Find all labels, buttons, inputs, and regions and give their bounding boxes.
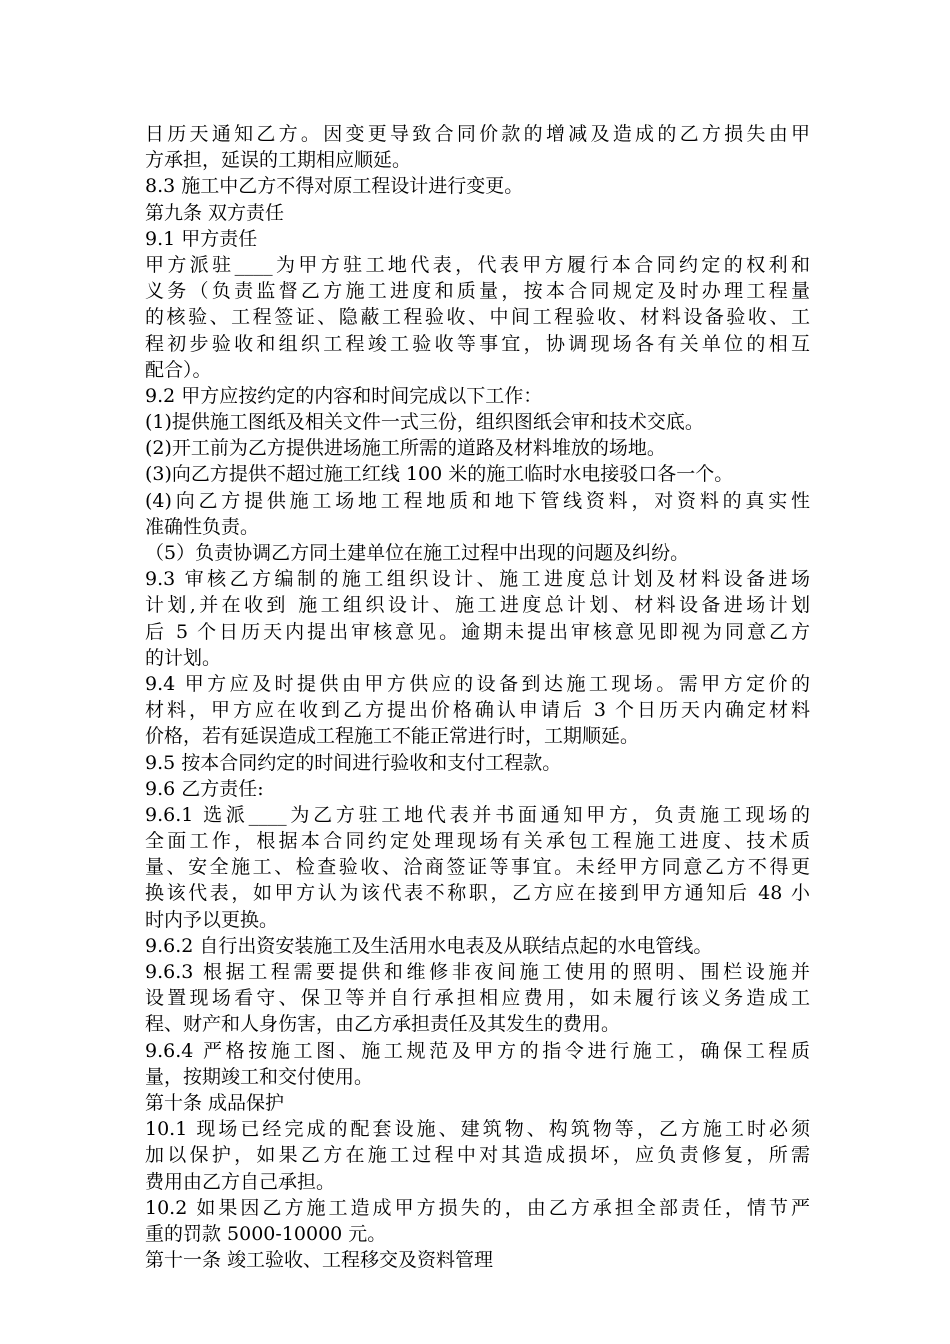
document-line: 程初步验收和组织工程竣工验收等事宜，协调现场各有关单位的相互 bbox=[145, 332, 810, 355]
document-line: 9.5 按本合同约定的时间进行验收和支付工程款。 bbox=[145, 751, 562, 774]
document-line: 重的罚款 5000-10000 元。 bbox=[145, 1222, 387, 1245]
document-line: 日历天通知乙方。因变更导致合同价款的增减及造成的乙方损失由甲 bbox=[145, 123, 810, 145]
document-line: 9.6.1 选派____为乙方驻工地代表并书面通知甲方，负责施工现场的 bbox=[145, 803, 810, 826]
document-line: （5）负责协调乙方同土建单位在施工过程中出现的问题及纠纷。 bbox=[145, 542, 690, 564]
document-line: 计划,并在收到 施工组织设计、施工进度总计划、材料设备进场计划 bbox=[145, 594, 810, 617]
document-line: 9.3 审核乙方编制的施工组织设计、施工进度总计划及材料设备进场 bbox=[145, 568, 810, 591]
document-line: 甲方派驻____为甲方驻工地代表，代表甲方履行本合同约定的权利和 bbox=[145, 253, 810, 276]
document-line: 9.6.4 严格按施工图、施工规范及甲方的指令进行施工，确保工程质 bbox=[145, 1039, 810, 1062]
document-line: 量、安全施工、检查验收、洽商签证等事宜。未经甲方同意乙方不得更 bbox=[145, 856, 810, 879]
document-line: 10.1 现场已经完成的配套设施、建筑物、构筑物等，乙方施工时必须 bbox=[145, 1118, 810, 1141]
document-line: 9.4 甲方应及时提供由甲方供应的设备到达施工现场。需甲方定价的 bbox=[145, 672, 810, 695]
document-line: 9.6 乙方责任: bbox=[145, 777, 264, 800]
document-line: 程、财产和人身伤害，由乙方承担责任及其发生的费用。 bbox=[145, 1013, 621, 1036]
document-line: 换该代表，如甲方认为该代表不称职，乙方应在接到甲方通知后 48 小 bbox=[145, 882, 810, 905]
document-line: 的计划。 bbox=[145, 646, 222, 669]
document-line: 10.2 如果因乙方施工造成甲方损失的，由乙方承担全部责任，情节严 bbox=[145, 1196, 810, 1219]
document-line: 价格，若有延误造成工程施工不能正常进行时，工期顺延。 bbox=[145, 725, 640, 748]
document-line: 费用由乙方自己承担。 bbox=[145, 1170, 336, 1193]
document-line: 第九条 双方责任 bbox=[145, 201, 285, 224]
document-line: 配合）。 bbox=[145, 358, 212, 381]
document-line: 材料，甲方应在收到乙方提出价格确认申请后 3 个日历天内确定材料 bbox=[145, 699, 810, 722]
document-line: (4)向乙方提供施工场地工程地质和地下管线资料，对资料的真实性 bbox=[145, 489, 810, 512]
document-line: 义务（负责监督乙方施工进度和质量，按本合同规定及时办理工程量 bbox=[145, 280, 810, 303]
document-line: 9.6.3 根据工程需要提供和维修非夜间施工使用的照明、围栏设施并 bbox=[145, 961, 810, 983]
document-body bbox=[145, 121, 810, 1273]
document-line: 的核验、工程签证、隐蔽工程验收、中间工程验收、材料设备验收、工 bbox=[145, 306, 810, 329]
document-line: 设置现场看守、保卫等并自行承担相应费用，如未履行该义务造成工 bbox=[145, 987, 810, 1010]
document-line: 9.2 甲方应按约定的内容和时间完成以下工作： bbox=[145, 384, 543, 407]
document-line: 量，按期竣工和交付使用。 bbox=[145, 1065, 374, 1088]
document-line: (2)开工前为乙方提供进场施工所需的道路及材料堆放的场地。 bbox=[145, 437, 666, 460]
document-line: 全面工作，根据本合同约定处理现场有关承包工程施工进度、技术质 bbox=[145, 830, 810, 853]
document-line: (1)提供施工图纸及相关文件一式三份，组织图纸会审和技术交底。 bbox=[145, 411, 704, 434]
document-line: 第十一条 竣工验收、工程移交及资料管理 bbox=[145, 1249, 494, 1272]
document-line: 9.6.2 自行出资安装施工及生活用水电表及从联结点起的水电管线。 bbox=[145, 934, 713, 957]
document-line: 方承担，延误的工期相应顺延。 bbox=[145, 149, 412, 172]
document-line: 后 5 个日历天内提出审核意见。逾期未提出审核意见即视为同意乙方 bbox=[145, 620, 810, 643]
document-line: (3)向乙方提供不超过施工红线 100 米的施工临时水电接驳口各一个。 bbox=[145, 463, 734, 486]
document-line: 准确性负责。 bbox=[145, 515, 260, 538]
document-line: 第十条 成品保护 bbox=[145, 1091, 285, 1114]
document-line: 加以保护，如果乙方在施工过程中对其造成损坏，应负责修复，所需 bbox=[145, 1144, 810, 1167]
document-line: 时内予以更换。 bbox=[145, 908, 279, 931]
document-line: 8.3 施工中乙方不得对原工程设计进行变更。 bbox=[145, 175, 524, 198]
document-line: 9.1 甲方责任 bbox=[145, 227, 258, 250]
